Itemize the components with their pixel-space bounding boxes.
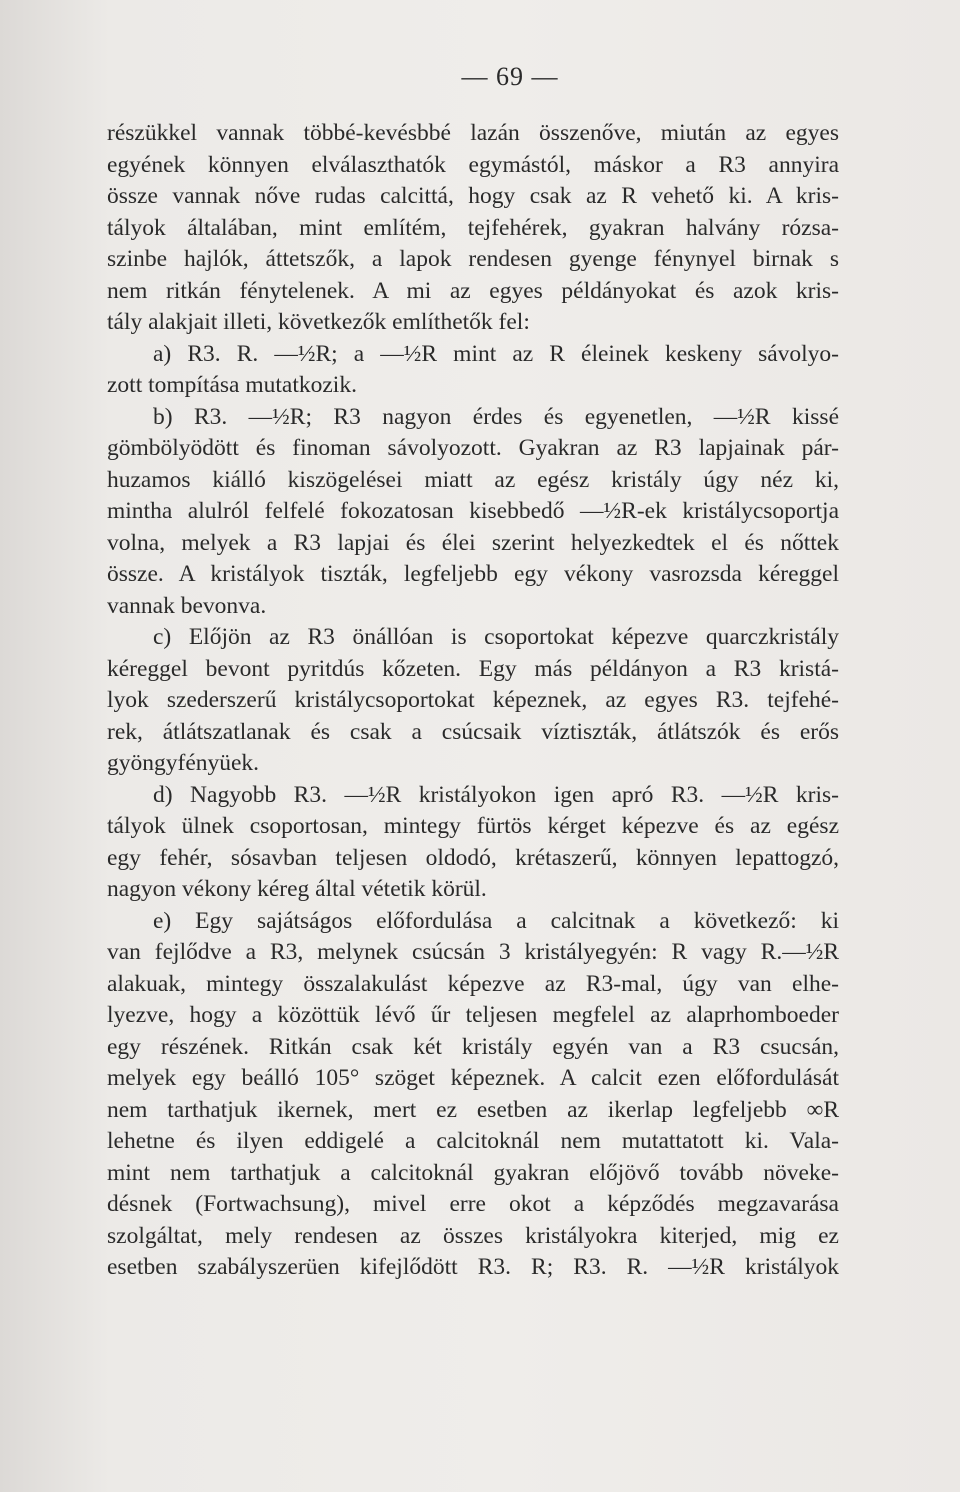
text-line: mint nem tarthatjuk a calcitoknál gyakran előjövő tovább növeke- (107, 1159, 839, 1186)
text-line: egyének könnyen elválaszthatók egymástól, máskor a R3 annyira (107, 151, 839, 178)
text-line: nagyon vékony kéreg által vétetik körül. (107, 876, 487, 902)
text-line: lyok szederszerű kristálycsoportokat képeznek, az egyes R3. tejfehé- (107, 687, 839, 713)
text-line: rek, átlátszatlanak és csak a csúcsaik víztiszták, átlátszók és erős (107, 718, 839, 745)
text-line: mintha alulról felfelé fokozatosan kisebbedő —½R-ek kristálycsoportja (107, 498, 839, 524)
text-line: szinbe hajlók, áttetszők, a lapok rendesen gyenge fénynyel birnak s (107, 246, 839, 272)
text-line: egy részének. Ritkán csak két kristály egyén van a R3 csucsán, (107, 1033, 839, 1060)
text-line: c) Előjön az R3 önállóan is csoportokat képezve quarczkristály (153, 624, 839, 650)
text-line: d) Nagyobb R3. —½R kristályokon igen apró R3. —½R kris- (153, 781, 839, 808)
text-line: alakuak, mintegy összalakulást képezve az R3-mal, úgy van elhe- (107, 970, 839, 997)
text-line: tályok általában, mint említém, tejfehérek, gyakran halvány rózsa- (107, 214, 839, 241)
text-line: a) R3. R. —½R; a —½R mint az R éleinek keskeny sávolyo- (153, 340, 839, 367)
text-line: volna, melyek a R3 lapjai és élei szerint helyezkedtek el és nőttek (107, 529, 839, 556)
text-line: désnek (Fortwachsung), mivel erre okot a képződés megzavarása (107, 1191, 839, 1217)
text-line: zott tompítása mutatkozik. (107, 372, 357, 398)
text-line: gyöngyfényüek. (107, 750, 260, 776)
text-line: tály alakjait illeti, következők említhetők fel: (107, 309, 530, 335)
text-line: van fejlődve a R3, melynek csúcsán 3 kristályegyén: R vagy R.—½R (107, 939, 839, 965)
text-line: kéreggel bevont pyritdús kőzeten. Egy más példányon a R3 kristá- (107, 655, 839, 682)
text-line: b) R3. —½R; R3 nagyon érdes és egyenetlen, —½R kissé (153, 403, 839, 430)
text-line: részükkel vannak többé-kevésbbé lazán összenőve, miután az egyes (107, 120, 839, 146)
text-line: esetben szabályszerüen kifejlődött R3. R; R3. R. —½R kristályok (107, 1254, 839, 1280)
text-line: össze vannak nőve rudas calcittá, hogy csak az R vehető ki. A kris- (107, 183, 839, 209)
text-line: egy fehér, sósavban teljesen oldodó, krétaszerű, könnyen lepattogzó, (107, 844, 839, 871)
text-line: nem tarthatjuk ikernek, mert ez esetben az ikerlap legfeljebb ∞R (107, 1096, 839, 1123)
text-line: tályok ülnek csoportosan, mintegy fürtös kérget képezve és az egész (107, 813, 839, 839)
text-line: nem ritkán fénytelenek. A mi az egyes példányokat és azok kris- (107, 277, 839, 304)
text-line: lyezve, hogy a közöttük lévő űr teljesen megfelel az alaprhomboeder (107, 1002, 839, 1028)
text-line: össze. A kristályok tiszták, legfeljebb egy vékony vasrozsda kéreggel (107, 561, 839, 587)
text-line: szolgáltat, mely rendesen az összes kristályokra kiterjed, mig ez (107, 1222, 839, 1249)
body-text (107, 118, 839, 1284)
page-number: — 69 — (461, 62, 559, 91)
text-line: vannak bevonva. (107, 592, 267, 619)
text-line: gömbölyödött és finoman sávolyozott. Gyakran az R3 lapjainak pár- (107, 435, 839, 461)
text-line: e) Egy sajátságos előfordulása a calcitnak a következő: ki (153, 907, 839, 934)
text-line: huzamos kiálló kiszögelései miatt az egész kristály úgy néz ki, (107, 466, 839, 493)
text-line: melyek egy beálló 105° szöget képeznek. A calcit ezen előfordulását (107, 1065, 839, 1091)
text-line: lehetne és ilyen eddigelé a calcitoknál nem mutattatott ki. Vala- (107, 1128, 839, 1154)
